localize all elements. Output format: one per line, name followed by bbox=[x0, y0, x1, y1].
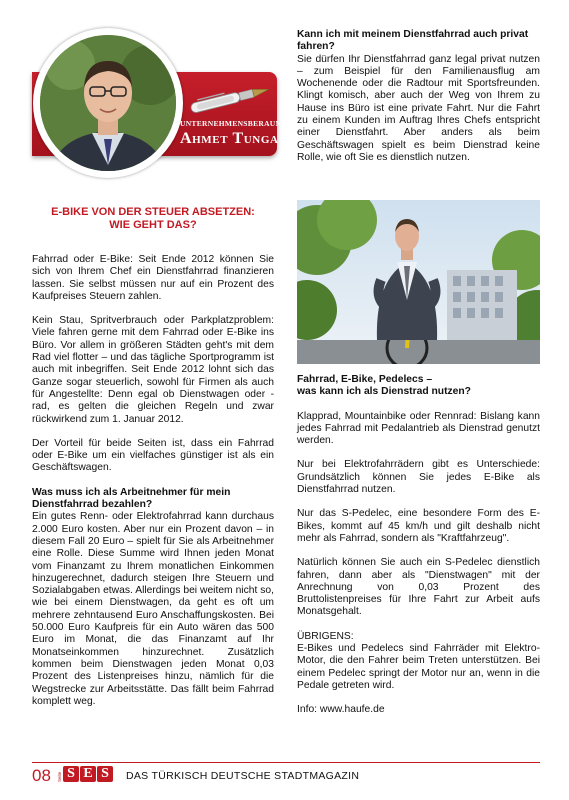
footer-divider bbox=[32, 762, 540, 763]
paragraph-note: E-Bikes und Pedelecs sind Fahrräder mit Elektro-Motor, die den Fahrer beim Treten unterstützen. Bei einem Pedelec springt der Motor nur an, wenn in die Pedale getreten wird. bbox=[297, 643, 540, 691]
question-cost: Was muss ich als Arbeitnehmer für mein Dienstfahrrad bezahlen? bbox=[32, 486, 231, 511]
author-portrait bbox=[40, 35, 176, 171]
paragraph-intro: Fahrrad oder E-Bike: Seit Ende 2012 können Sie sich von Ihrem Chef ein Dienstfahrrad finanzieren lassen. Sie selbst müssen nur auf ein Prozent des Kaufpreises Steuern zahlen. bbox=[32, 254, 274, 302]
paragraph-private-use: Sie dürfen Ihr Dienstfahrrad ganz legal privat nutzen – zum Beispiel für den Familienausflug am Wochenende oder die Radtour mit Sportsfreunden. Klingt komisch, aber auch der Weg von Ihrem zu Hause ins Büro ist eine private Fahrt. Nur die Fahrt zu einem Kunden im Auftrag Ihres Chefs entspricht einer Dienstfahrt. Aber anders als beim Geschäftswagen spielt es beim Dienstrad keine Rolle, wie oft Sie es dienstlich nutzen. bbox=[297, 53, 540, 163]
headline-line-2: WIE GEHT DAS? bbox=[109, 219, 197, 231]
page-number: 08 bbox=[32, 766, 51, 785]
paragraph-traffic: Kein Stau, Spritverbrauch oder Parkplatzproblem: Viele fahren gerne mit dem Fahrrad oder E-Bike ins Büro. Vor allem in größeren Städten geht's mit dem Rad viel flotter – und das tägliche Sportprogramm ist auch mit inbegriffen. Seit Ende 2012 lohnt sich das Ganze sogar steuerlich, sowohl für Firmen als auch für Angestellte: Denn egal ob Dienstwagen oder -rad, es gelten die gleichen Regeln und zwar rückwirkend zum 1. Januar 2012. bbox=[32, 315, 274, 425]
note-title: ÜBRIGENS: bbox=[297, 630, 354, 642]
paragraph-advantage: Der Vorteil für beide Seiten ist, dass ein Fahrrad oder E-Bike um ein vielfaches günstiger ist als ein Geschäftswagen. bbox=[32, 437, 274, 474]
article-headline bbox=[32, 206, 274, 232]
info-link[interactable]: Info: www.haufe.de bbox=[297, 704, 385, 716]
ses-logo bbox=[63, 766, 113, 782]
banner-subtitle: UNTERNEHMENSBERAUNG bbox=[180, 119, 288, 128]
paragraph-s-pedelec-service: Natürlich können Sie auch ein S-Pedelec dienstlich fahren, dann aber als "Dienstwagen" mit der Anrechnung von 0,03 Prozent des Bruttolistenpreises für Ihre Fahrt zur Arbeit aufs Monatsgehalt. bbox=[297, 557, 540, 618]
logo-letter-3: S bbox=[97, 766, 113, 782]
paragraph-bike-types: Klapprad, Mountainbike oder Rennrad: Bislang kann jedes Fahrrad mit Pedalantrieb als Dienstrad genutzt werden. bbox=[297, 410, 540, 447]
headline-line-1: E-BIKE VON DER STEUER ABSETZEN: bbox=[51, 206, 255, 218]
paragraph-ebike: Nur bei Elektrofahrrädern gibt es Unterschiede: Grundsätzlich können Sie jedes E-Bike als Dienstfahrrad nutzen. bbox=[297, 459, 540, 496]
banner-author-name: Ahmet Tunga bbox=[180, 130, 279, 147]
question-private-use: Kann ich mit meinem Dienstfahrrad auch privat fahren? bbox=[297, 29, 529, 53]
question-bike-types-line-1: Fahrrad, E-Bike, Pedelecs – bbox=[297, 374, 433, 385]
paragraph-cost: Ein gutes Renn- oder Elektrofahrrad kann durchaus 2.000 Euro kosten. Aber nur ein Prozent davon – in diesem Fall 20 Euro – spielt für Sie als Arbeitnehmer eine Rolle. Diese Summe wird Ihnen jeden Monat vom Finanzamt zu Ihrem monatlichen Einkommen hinzugerechnet, dadurch steigen Ihre Steuern und Sozialabgaben etwas. Allerdings bei weitem nicht so, wie bei einem Dienstwagen, da geht es oft um mehrere zehntausend Euro Anschaffungskosten. Bei 50.000 Euro Kaufpreis für ein Auto wären das 500 Euro im Monat, die das Finanzamt auf Ihr Monatseinkommen hinzurechnet. Zusätzlich kommen beim Dienstwagen jeden Monat 0,03 Prozent des Listenpreises hinzu, nämlich für die Wegstrecke zur Arbeitsstätte. Das fällt beim Fahrrad komplett weg. bbox=[32, 511, 274, 707]
logo-letter-1: S bbox=[63, 766, 79, 782]
right-column-top bbox=[297, 29, 540, 164]
question-bike-types-line-2: was kann ich als Dienstrad nutzen? bbox=[297, 386, 471, 398]
cyclist-photo bbox=[297, 200, 540, 364]
logo-letter-2: E bbox=[80, 766, 96, 782]
page-label: Seite bbox=[57, 771, 62, 782]
fountain-pen-icon bbox=[186, 82, 274, 121]
right-column-bottom bbox=[297, 374, 540, 717]
question-bike-types bbox=[297, 374, 540, 399]
magazine-title: DAS TÜRKISCH DEUTSCHE STADTMAGAZIN bbox=[126, 770, 360, 782]
left-column bbox=[32, 254, 274, 708]
paragraph-s-pedelec: Nur das S-Pedelec, eine besondere Form des E-Bikes, kommt auf 45 km/h und gilt deshalb nicht mehr als Fahrrad, sondern als "Kraftfahrzeug". bbox=[297, 508, 540, 544]
